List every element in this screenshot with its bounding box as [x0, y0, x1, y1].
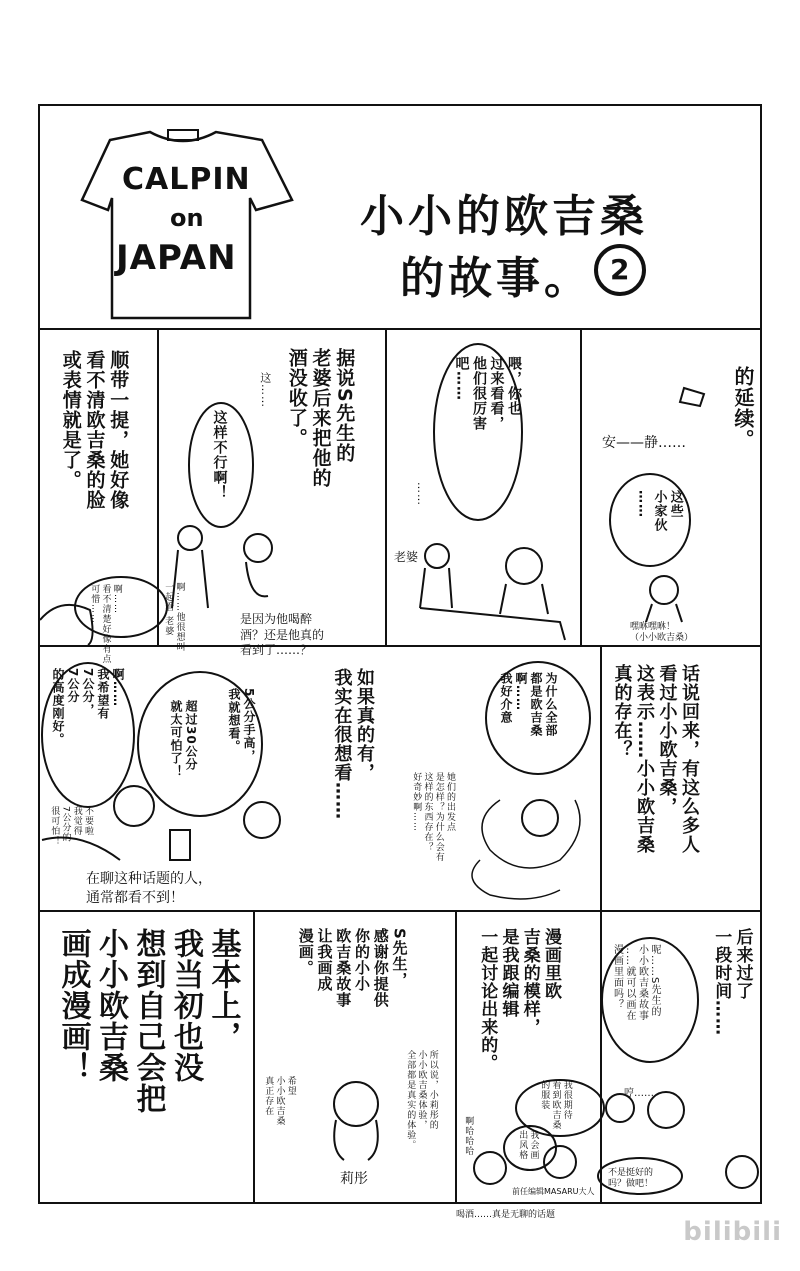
row3-panel4-narration: 后来过了 一段时间…… — [711, 928, 753, 1036]
row3-panel3-laugh: 啊哈哈哈 — [463, 1116, 474, 1156]
row2-panel2-bubble: 为什么全部 都是欧吉桑 啊…… 我好介意 — [499, 672, 558, 737]
row2-panel2-swirl-text: 她们的出发点 是怎样？为什么会有 这样的东西存在？ 好奇妙啊…… — [411, 772, 455, 862]
row3-panel2-narration: S先生， 感谢你提供 你的小小 欧吉桑故事 让我画成 漫画。 — [296, 928, 409, 1008]
tshirt-text-line1: CALPIN — [122, 162, 251, 197]
page-title-line1: 小小的欧吉桑 — [360, 191, 648, 242]
row3-panel4-bubble2: 不是挺好的 吗？做吧！ — [608, 1168, 654, 1189]
row1-panel4-bubble: 这些 小家伙 …… — [635, 490, 683, 532]
row1-panel2-dots: 这…… — [258, 372, 272, 408]
page-title-number: 2 — [610, 253, 630, 286]
row2-panel1-bubble3: 5公分手高， 我就想看。 — [227, 688, 256, 763]
row1-panel1-narration: 顺带一提，她好像 看不清欧吉桑的脸 或表情就是了。 — [59, 350, 130, 510]
row2-panel1-bubble4: 超过30公分 就太可怕了！ — [169, 700, 198, 778]
row3-panel3-bubble: 我很期待 看到欧吉桑 的服装 — [539, 1080, 572, 1130]
page-title-line2: 的故事。 — [400, 253, 592, 304]
row3-panel3-editor-label: 前任编辑MASARU大人 — [512, 1187, 595, 1196]
row2-panel1-narration: 如果真的有， 我实在很想看…… — [331, 668, 375, 820]
row3-panel3-bubble2: 我会画 出风格 — [517, 1130, 539, 1160]
row2-panel3-narration: 话说回来，有这么多人 看过小小欧吉桑， 这表示……小小欧吉桑 真的存在？ — [611, 664, 700, 854]
row3-panel1-narration: 基本上， 我当初也没 想到自己会把 小小欧吉桑 画成漫画！ — [55, 928, 241, 1114]
row2-panel1-bubble2: 不要啦 我觉得 7公分的 很可怕！ — [49, 806, 93, 846]
row1-panel4-side-caption: 的延续。 — [731, 366, 755, 450]
row2-panel1-bottom-caption: 在聊这种话题的人， 通常都看不到！ — [86, 871, 212, 906]
row3-panel4-bubble: 呢……S先生的 小小欧吉桑故事 ……就可以画在 漫画里面吗？ — [611, 944, 660, 1021]
row3-panel3-narration: 漫画里欧 吉桑的模样， 是我跟编辑 一起讨论出来的。 — [477, 928, 561, 1072]
row3-panel2-note: 所以说，小莉彤的 小小欧吉桑体验， 全部都是真实的体验。 — [405, 1050, 438, 1150]
row1-panel2-bubble: 这样不行啊！ — [211, 410, 228, 500]
row1-panel2-left-bubble: 啊……他很想叫 一起看 老婆 — [163, 582, 185, 652]
row3-footer-note: 喝酒……真是无聊的话题 — [456, 1210, 556, 1220]
row2-panel1-bubble: 啊…… 我希望有 7公分， 7公分 的高度刚好。 — [51, 668, 125, 746]
bilibili-watermark-logo: bilibili — [683, 1217, 782, 1247]
row1-panel3-dots: …… — [414, 482, 428, 506]
row1-panel3-bubble: 喂，你也 过来看看， 他们很厉害 吧…… — [453, 356, 522, 431]
row3-panel2-name: 莉彤 — [340, 1171, 368, 1187]
row1-panel4-quiet: 安——静…… — [602, 435, 686, 451]
row1-panel2-narration: 据说S先生的 老婆后来把他的 酒没收了。 — [285, 348, 356, 488]
row1-panel3-label: 老婆 — [394, 550, 419, 564]
row3-panel2-wish: 希望 小小欧吉桑 真正存在 — [263, 1076, 296, 1126]
row1-panel1-bubble: 啊…… 看不清楚好像有点 可惜…… — [89, 584, 122, 664]
tshirt-text-line2: on — [170, 204, 204, 232]
row1-panel2-caption: 是因为他喝醉 酒？还是他真的 看到了……？ — [240, 612, 325, 658]
row3-panel4-dots: 哼…… — [624, 1088, 654, 1099]
tshirt-text-line3: JAPAN — [116, 238, 237, 278]
row1-panel4-caption: 嘿咻嘿咻！ （小小欧吉桑） — [630, 622, 694, 643]
